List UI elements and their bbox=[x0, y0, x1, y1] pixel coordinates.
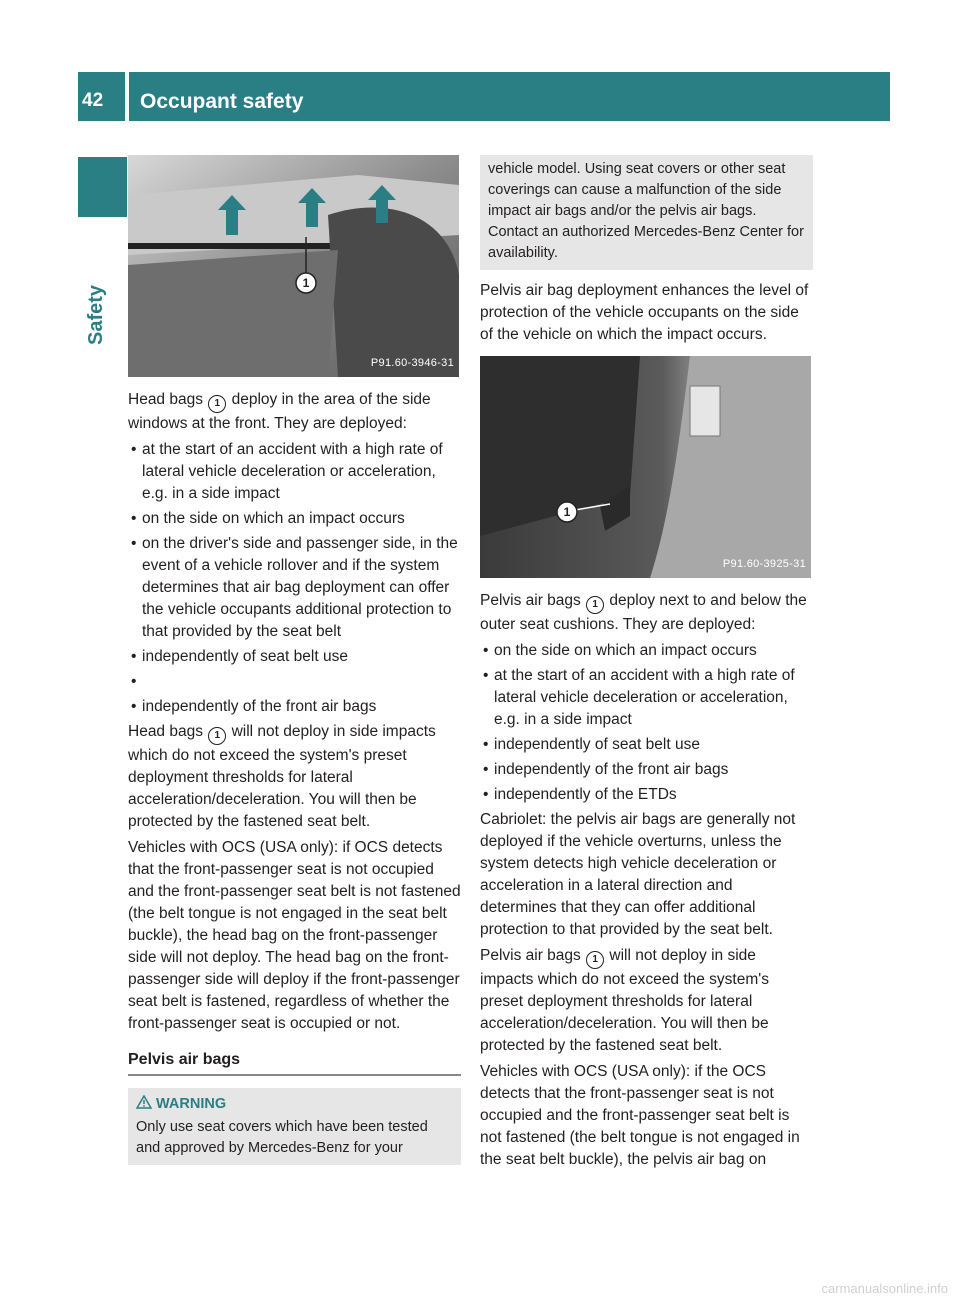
pelvis-protection-paragraph: Pelvis air bag deployment enhances the level of protection of the vehicle occupants on the side of the vehicle on which the impact occurs. bbox=[480, 282, 809, 343]
list-item: • bbox=[131, 673, 137, 690]
list-item: • independently of the front air bags bbox=[131, 698, 377, 715]
section-tab-label: Safety bbox=[85, 284, 107, 345]
callout-marker: 1 bbox=[586, 951, 604, 969]
left-column bbox=[128, 155, 461, 1165]
warning-text: vehicle model. Using seat covers or other seat coverings can cause a malfunction of the side impact air bags and/or the pelvis air bags. Contact an authorized Mercedes-Benz Center for availability. bbox=[488, 161, 804, 261]
seat-side-illustration bbox=[480, 356, 811, 578]
page-number: 42 bbox=[82, 90, 104, 111]
list-item: • independently of seat belt use bbox=[131, 648, 348, 665]
head-bags-intro: Head bags 1 deploy in the area of the side windows at the front. They are deployed: bbox=[128, 391, 431, 432]
svg-text:1: 1 bbox=[302, 276, 310, 290]
list-item: • at the start of an accident with a high rate of lateral vehicle deceleration or acceleration, e.g. in a side impact bbox=[483, 667, 795, 728]
page-title: Occupant safety bbox=[140, 90, 304, 113]
right-column bbox=[480, 155, 813, 1175]
ocs-head-bag-paragraph: Vehicles with OCS (USA only): if OCS detects that the front-passenger seat is not occupied and the front-passenger seat belt is not fastened (the belt tongue is not engaged in the seat belt buckle), the head bag on the front-passenger side will not deploy. The head bag on the front-passenger side will deploy if the front-passenger seat belt is fastened, regardless of whether the front-passenger seat is occupied or not. bbox=[128, 839, 461, 1032]
svg-text:1: 1 bbox=[563, 505, 571, 519]
list-item: • on the side on which an impact occurs bbox=[131, 510, 405, 527]
image-code: P91.60-3925-31 bbox=[722, 558, 806, 570]
warning-box-continued bbox=[480, 155, 813, 270]
pelvis-bags-deploy-list bbox=[480, 640, 813, 806]
warning-box bbox=[128, 1088, 461, 1165]
warning-heading: WARNING bbox=[136, 1094, 453, 1115]
pelvis-bag-photo bbox=[480, 356, 811, 578]
head-bags-deploy-list bbox=[128, 439, 461, 718]
callout-marker: 1 bbox=[586, 596, 604, 614]
cabriolet-paragraph: Cabriolet: the pelvis air bags are generally not deployed if the vehicle overturns, unless the system detects high vehicle deceleration or acceleration in a lateral direction and determines that they can offer additional protection to that provided by the seat belt. bbox=[480, 811, 796, 938]
ocs-pelvis-paragraph: Vehicles with OCS (USA only): if the OCS detects that the front-passenger seat is not occupied and the front-passenger seat belt is not fastened (the belt tongue is not engaged in the seat belt buckle), the pelvis air bag on bbox=[480, 1063, 800, 1168]
callout-marker: 1 bbox=[208, 727, 226, 745]
head-bag-photo bbox=[128, 155, 459, 377]
pelvis-threshold-paragraph: Pelvis air bags 1 will not deploy in side impacts which do not exceed the system's preset deployment thresholds for lateral acceleration/deceleration. You will then be protected by the fastened seat belt. bbox=[480, 947, 769, 1054]
image-code: P91.60-3946-31 bbox=[370, 357, 454, 369]
warning-triangle-icon bbox=[136, 1095, 152, 1109]
list-item: • on the side on which an impact occurs bbox=[483, 642, 757, 659]
watermark-footer: carmanualsonline.info bbox=[821, 1281, 948, 1296]
list-item: • on the driver's side and passenger side, in the event of a vehicle rollover and if the system determines that air bag deployment can offer the vehicle occupants additional protection to that provided by the seat belt bbox=[131, 535, 458, 640]
head-bags-threshold-paragraph: Head bags 1 will not deploy in side impacts which do not exceed the system's preset deployment thresholds for lateral acceleration/deceleration. You will then be protected by the fastened seat belt. bbox=[128, 723, 436, 830]
section-tab-block bbox=[78, 157, 127, 217]
pelvis-bags-intro: Pelvis air bags 1 deploy next to and below the outer seat cushions. They are deployed: bbox=[480, 592, 807, 633]
section-heading-pelvis: Pelvis air bags bbox=[128, 1049, 461, 1076]
list-item: • independently of seat belt use bbox=[483, 736, 700, 753]
callout-marker: 1 bbox=[208, 395, 226, 413]
list-item: • independently of the ETDs bbox=[483, 786, 677, 803]
list-item: • independently of the front air bags bbox=[483, 761, 729, 778]
list-item: • at the start of an accident with a high rate of lateral vehicle deceleration or acceleration, e.g. in a side impact bbox=[131, 441, 443, 502]
door-interior-illustration bbox=[128, 155, 459, 377]
header-divider bbox=[125, 72, 129, 121]
warning-text: Only use seat covers which have been tested and approved by Mercedes-Benz for your bbox=[136, 1119, 428, 1156]
